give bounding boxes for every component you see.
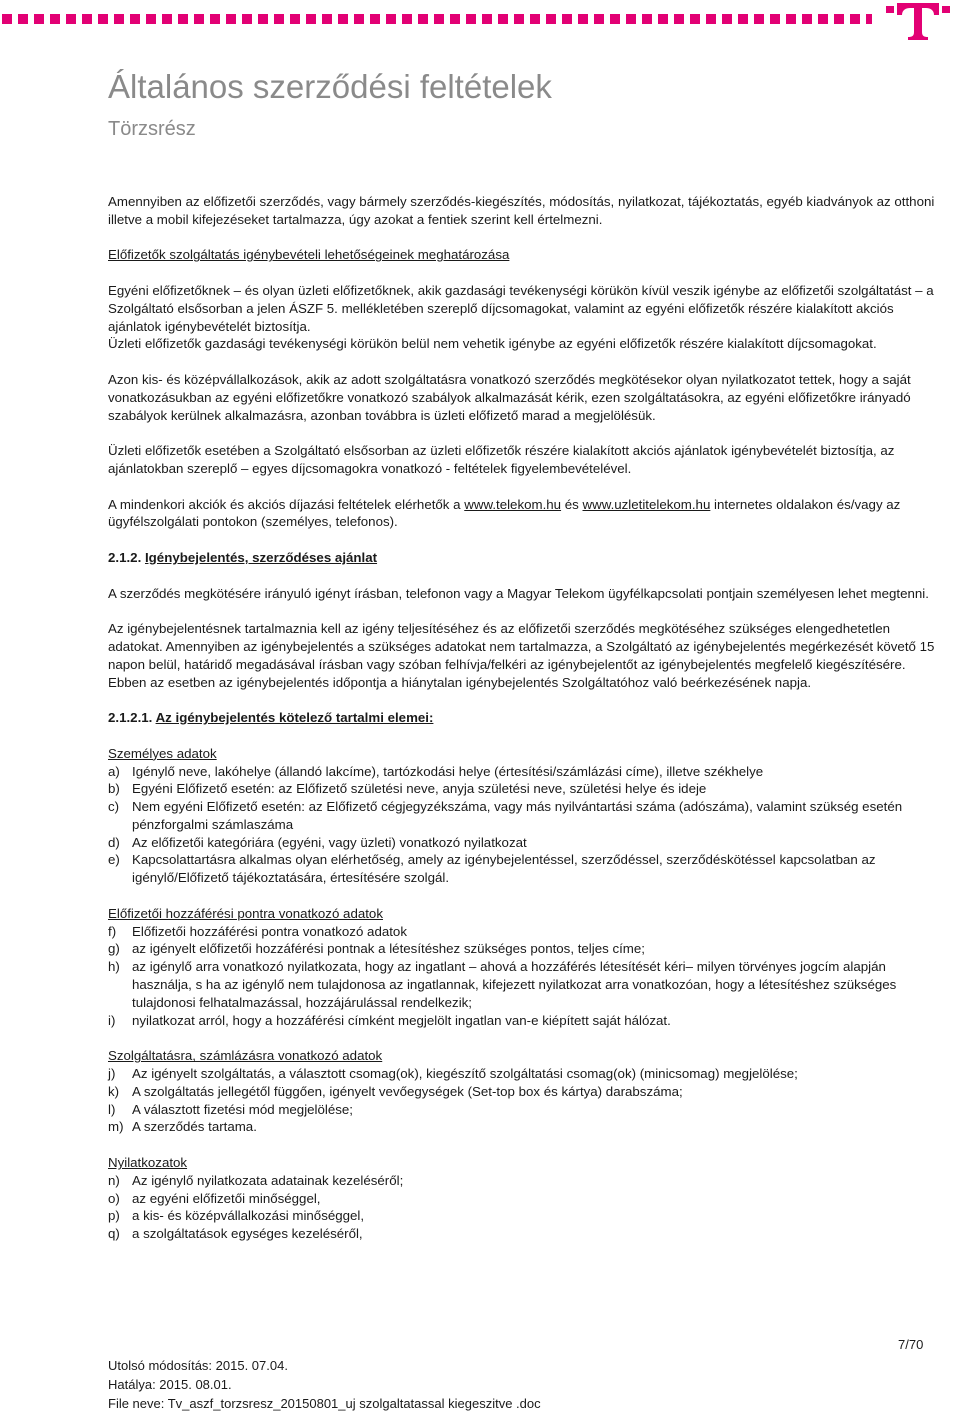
paragraph: Az igénybejelentésnek tartalmaznia kell az igény teljesítéséhez és az előfizetői szerződés megkötéséhez szükséges elengedhetetlen adatokat. Amennyiben az igénybejelentés a szükséges adatokat nem tartalmazza, a Szolgáltató az igénybejelentés megérkezését követő 15 napon belül, határidő megadásával írásban vagy szóban felhívja/felkéri az igénybejelentőt az igénybejelentés megfelelő kiegészítésére. Ebben az esetben az igénybejelentés időpontja a hiánytalan igénybejelentés Szolgáltatóhoz való beérkezésének napja.: [108, 621, 935, 690]
brand-dot: [258, 14, 268, 24]
brand-dot: [66, 14, 76, 24]
list-letter: c): [108, 799, 120, 815]
brand-dot: [354, 14, 364, 24]
brand-dot: [418, 14, 428, 24]
list-letter: b): [108, 781, 120, 797]
list-letter: f): [108, 923, 117, 939]
brand-dot: [130, 14, 140, 24]
section-heading: Előfizetők szolgáltatás igénybevételi lehetőségeinek meghatározása: [108, 247, 510, 263]
list-text: Nem egyéni Előfizető esetén: az Előfizető cégjegyzékszáma, vagy más nyilvántartási száma (adószáma), valamint szükség esetén pénzforgalmi számlaszáma: [132, 799, 903, 832]
list-letter: h): [108, 959, 120, 975]
brand-dot: [402, 14, 412, 24]
uzletitelekom-link[interactable]: www.uzletitelekom.hu: [582, 496, 711, 512]
list-letter: m): [108, 1119, 124, 1135]
group-title: Nyilatkozatok: [108, 1155, 188, 1171]
list-item: [108, 1172, 936, 1190]
brand-dot: [610, 14, 620, 24]
list-text: nyilatkozat arról, hogy a hozzáférési címként megjelölt ingatlan van-e kiépített saját hálózat.: [132, 1012, 671, 1028]
list-letter: p): [108, 1208, 120, 1224]
group-title: Előfizetői hozzáférési pontra vonatkozó adatok: [108, 905, 383, 921]
brand-dot: [482, 14, 492, 24]
list-letter: o): [108, 1190, 120, 1206]
page-number: 7/70: [898, 1337, 924, 1352]
brand-dot: [338, 14, 348, 24]
brand-dot: [594, 14, 604, 24]
group-list: [108, 1065, 936, 1136]
brand-dot: [178, 14, 188, 24]
list-letter: j): [108, 1066, 116, 1082]
group-list: [108, 1172, 936, 1243]
list-text: Az igénylő nyilatkozata adatainak kezeléséről;: [132, 1172, 404, 1188]
list-text: A szerződés tartama.: [132, 1119, 257, 1135]
telekom-link[interactable]: www.telekom.hu: [464, 496, 562, 512]
list-item: [108, 1101, 936, 1119]
brand-dot: [242, 14, 252, 24]
brand-dot: [274, 14, 284, 24]
list-letter: k): [108, 1083, 120, 1099]
list-item: [108, 958, 936, 1011]
section-heading: 2.1.2. Igénybejelentés, szerződéses ajánlat: [108, 549, 378, 565]
brand-dot: [866, 14, 872, 24]
brand-dot: [2, 14, 12, 24]
file-name: File neve: Tv_aszf_torzsresz_20150801_uj szolgaltatassal kiegeszitve .doc: [108, 1396, 541, 1411]
brand-dot: [370, 14, 380, 24]
brand-dot: [114, 14, 124, 24]
list-letter: n): [108, 1172, 120, 1188]
brand-dot: [786, 14, 796, 24]
brand-dot: [818, 14, 828, 24]
brand-dot: [754, 14, 764, 24]
intro-paragraph: Amennyiben az előfizetői szerződés, vagy bármely szerződés-kiegészítés, módosítás, nyilatkozat, tájékoztatás, egyéb kiadványok az otthoni illetve a mobil kifejezéseket tartalmazza, úgy azokat a fentiek szerint kell értelmezni.: [108, 194, 935, 227]
list-letter: e): [108, 852, 120, 868]
list-text: A választott fizetési mód megjelölése;: [132, 1101, 353, 1117]
brand-dot: [450, 14, 460, 24]
list-letter: g): [108, 941, 120, 957]
list-item: [108, 1225, 936, 1243]
brand-dot: [162, 14, 172, 24]
list-item: [108, 1083, 936, 1101]
list-letter: a): [108, 763, 120, 779]
brand-dot: [706, 14, 716, 24]
list-text: Igénylő neve, lakóhelye (állandó lakcíme), tartózkodási helye (értesítési/számlázási címe), illetve székhelye: [132, 763, 764, 779]
paragraph: Egyéni előfizetőknek – és olyan üzleti előfizetőknek, akik gazdasági tevékenységi körükön kívül veszik igénybe az előfizetői szolgáltatást – a Szolgáltató elsősorban a jelen ÁSZF 5. mellékletében szereplő díjcsomagokat, valamint az egyéni előfizetők részére kialakított akciós ajánlatok igénybevételét biztosítja.: [108, 282, 934, 334]
list-letter: i): [108, 1012, 116, 1028]
list-text: Előfizetői hozzáférési pontra vonatkozó adatok: [132, 923, 407, 939]
list-text: Az igényelt szolgáltatás, a választott csomag(ok), kiegészítő szolgáltatási csomag(ok) (minicsomag) megjelölése;: [132, 1066, 798, 1082]
brand-dot: [306, 14, 316, 24]
brand-dot: [210, 14, 220, 24]
brand-dot: [674, 14, 684, 24]
paragraph: Üzleti előfizetők esetében a Szolgáltató elsősorban az üzleti előfizetők részére kialakított akciós ajánlatok igénybevételét biztosítja, az ajánlatokban szereplő – egyes díjcsomagokra vonatkozó - feltételek figyelembevételével.: [108, 443, 895, 476]
telekom-t-logo-icon: [880, 2, 956, 42]
list-text: az igénylő arra vonatkozó nyilatkozata, hogy az ingatlant – ahová a hozzáférés létesítését kéri– milyen törvényes jogcím alapján használja, s ha az igénylő nem tulajdonosa az ingatlannak, kifejezett nyilatkozat arra vonatkozóan, hogy a létesítéshez szükséges tulajdonosi felhatalmazással, hozzájárulással rendelkezik;: [132, 959, 897, 1010]
list-text: Kapcsolattartásra alkalmas olyan elérhetőség, amely az igénybejelentéssel, szerződéssel, szerződéskötéssel kapcsolatban az igénylő/Előfizető tájékoztatására, értesítésére szolgál.: [132, 852, 876, 886]
brand-dot: [562, 14, 572, 24]
brand-dot: [50, 14, 60, 24]
list-text: az igényelt előfizetői hozzáférési pontnak a létesítéshez szükséges pontos, teljes címe;: [132, 941, 645, 957]
brand-dot: [658, 14, 668, 24]
list-item: [108, 1012, 936, 1030]
brand-dot: [466, 14, 476, 24]
list-item: [108, 851, 936, 887]
list-item: [108, 780, 936, 798]
page-title: Általános szerződési feltételek: [108, 68, 552, 105]
brand-dot: [834, 14, 844, 24]
brand-dot: [386, 14, 396, 24]
document-footer: [108, 1356, 541, 1413]
requirements-list: [108, 745, 936, 1243]
brand-dot: [530, 14, 540, 24]
brand-dot: [34, 14, 44, 24]
brand-dot: [722, 14, 732, 24]
brand-dot: [194, 14, 204, 24]
list-letter: l): [108, 1101, 116, 1117]
brand-dot: [98, 14, 108, 24]
brand-dot: [690, 14, 700, 24]
brand-dot: [290, 14, 300, 24]
paragraph: A szerződés megkötésére irányuló igényt írásban, telefonon vagy a Magyar Telekom ügyfélkapcsolati pontjain személyesen lehet megtenni.: [108, 585, 929, 601]
brand-dot: [322, 14, 332, 24]
list-item: [108, 798, 936, 834]
brand-dot: [626, 14, 636, 24]
brand-dot: [850, 14, 860, 24]
page-subtitle: Törzsrész: [108, 118, 196, 140]
list-text: az egyéni előfizetői minőséggel,: [132, 1190, 321, 1206]
last-modified: Utolsó módosítás: 2015. 07.04.: [108, 1358, 288, 1373]
list-item: [108, 1190, 936, 1208]
list-item: [108, 1065, 936, 1083]
brand-dot: [802, 14, 812, 24]
brand-dot-bar: [0, 14, 872, 30]
paragraph: Azon kis- és középvállalkozások, akik az adott szolgáltatásra vonatkozó szerződés megkötésekor olyan nyilatkozatot tettek, hogy a saját vonatkozásukban az egyéni előfizetőkre vonatkozó szabályok alkalmazását kérik, ezen szolgáltatásokra, az egyéni előfizetőkre irányadó szabályok kerülnek alkalmazásra, azonban továbbra is üzleti előfizető marad a megjelölésük.: [108, 371, 911, 423]
brand-dot: [770, 14, 780, 24]
group-list: [108, 923, 936, 1030]
brand-dot: [578, 14, 588, 24]
document-body: [108, 193, 936, 1243]
brand-dot: [514, 14, 524, 24]
group-title: Szolgáltatásra, számlázásra vonatkozó adatok: [108, 1048, 383, 1064]
brand-dot: [82, 14, 92, 24]
group-title: Személyes adatok: [108, 745, 217, 761]
section-heading: 2.1.2.1. Az igénybejelentés kötelező tartalmi elemei:: [108, 710, 434, 726]
paragraph: A mindenkori akciók és akciós díjazási feltételek elérhetők a www.telekom.hu és www.uzletitelekom.hu internetes oldalakon és/vagy az ügyfélszolgálati pontokon (személyes, telefonos).: [108, 496, 901, 530]
paragraph: Üzleti előfizetők gazdasági tevékenységi körükön belül nem vehetik igénybe az egyéni előfizetők részére kialakított díjcsomagokat.: [108, 336, 877, 352]
list-text: a kis- és középvállalkozási minőséggel,: [132, 1208, 365, 1224]
group-list: [108, 763, 936, 888]
brand-dot: [434, 14, 444, 24]
list-item: [108, 763, 936, 781]
list-item: [108, 940, 936, 958]
list-item: [108, 834, 936, 852]
list-text: a szolgáltatások egységes kezeléséről,: [132, 1226, 363, 1242]
list-text: Az előfizetői kategóriára (egyéni, vagy üzleti) vonatkozó nyilatkozat: [132, 834, 527, 850]
list-item: [108, 1118, 936, 1136]
brand-dot: [642, 14, 652, 24]
list-text: Egyéni Előfizető esetén: az Előfizető születési neve, anyja születési neve, születési helye és ideje: [132, 781, 707, 797]
list-letter: d): [108, 834, 120, 850]
list-letter: q): [108, 1226, 120, 1242]
brand-dot: [738, 14, 748, 24]
list-item: [108, 1207, 936, 1225]
brand-dot: [18, 14, 28, 24]
effective-date: Hatálya: 2015. 08.01.: [108, 1377, 232, 1392]
brand-dot: [226, 14, 236, 24]
brand-dot: [546, 14, 556, 24]
brand-dot: [498, 14, 508, 24]
list-text: A szolgáltatás jellegétől függően, igényelt vevőegységek (Set-top box és kártya) darabszáma;: [132, 1083, 683, 1099]
brand-dot: [146, 14, 156, 24]
list-item: [108, 923, 936, 941]
